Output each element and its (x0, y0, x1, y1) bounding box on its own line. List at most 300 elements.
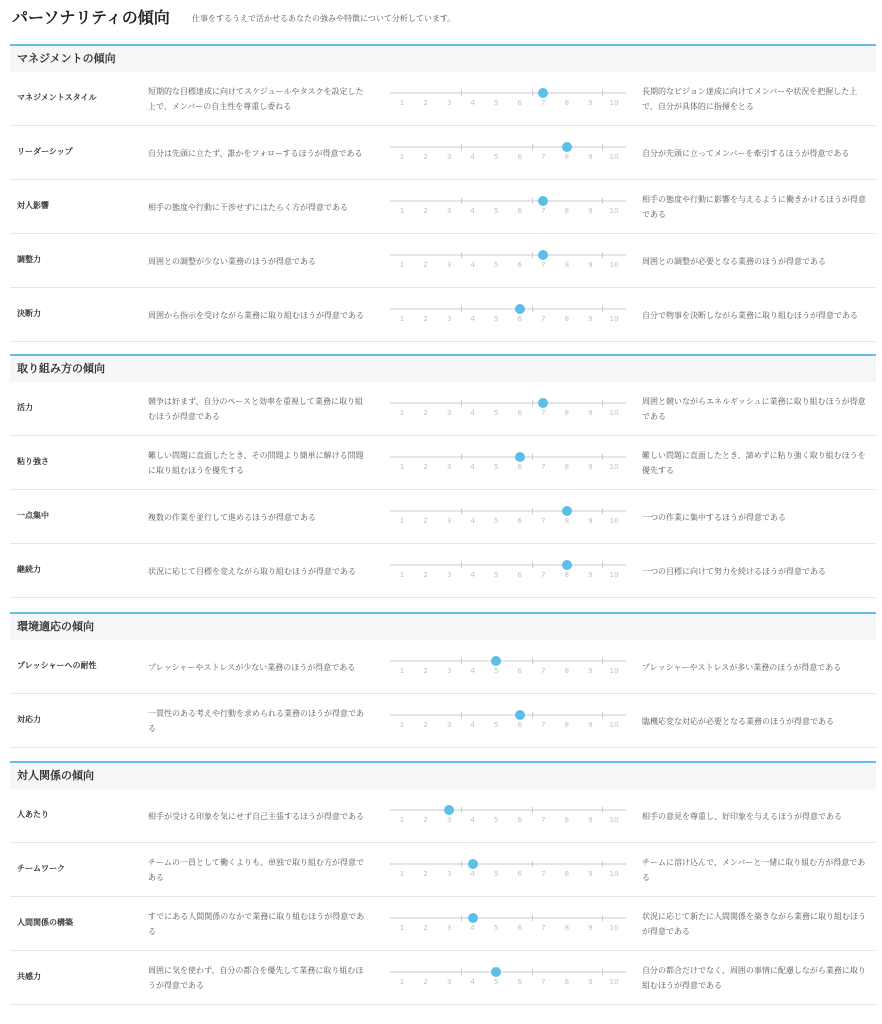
scale-number: 6 (517, 721, 522, 729)
trait-right-description: 自分で物事を決断しながら業務に取り組むほうが得意である (642, 311, 858, 320)
scale-number: 6 (517, 870, 522, 878)
trait-name: 共感力 (17, 972, 41, 981)
scale-divider (532, 90, 533, 96)
scale-number: 8 (564, 517, 570, 525)
trait-score-scale (390, 452, 626, 474)
scale-number: 1 (399, 816, 405, 824)
scale-number: 8 (564, 261, 570, 269)
scale-number: 10 (609, 870, 619, 878)
scale-number: 3 (446, 978, 452, 986)
scale-number: 8 (564, 99, 570, 107)
scale-number: 7 (541, 153, 546, 161)
trait-score-scale (390, 250, 626, 272)
trait-right-description: チームに溶け込んで、メンバーと一緒に取り組む方が得意である (642, 858, 866, 882)
scale-number: 4 (470, 261, 475, 269)
trait-name: 対応力 (17, 715, 41, 724)
scale-number: 5 (493, 978, 499, 986)
scale-divider (602, 807, 603, 813)
scale-divider (532, 658, 533, 664)
score-marker (468, 913, 478, 923)
scale-divider (461, 400, 462, 406)
scale-number: 6 (517, 667, 522, 675)
scale-number: 3 (446, 517, 452, 525)
scale-number: 7 (541, 99, 546, 107)
trait-score-scale (390, 560, 626, 582)
scale-number: 10 (609, 816, 619, 824)
trait-left-description: 状況に応じて目標を変えながら取り組むほうが得意である (148, 567, 356, 576)
scale-number: 5 (493, 667, 499, 675)
scale-number: 7 (541, 261, 546, 269)
scale-number: 7 (541, 571, 546, 579)
scale-number: 10 (609, 667, 619, 675)
trait-name: 人あたり (17, 810, 49, 819)
scale-divider (461, 252, 462, 258)
scale-number: 6 (517, 816, 522, 824)
trait-name: 人間関係の構築 (17, 918, 73, 927)
scale-divider (532, 400, 533, 406)
trait-right-description: プレッシャーやストレスが多い業務のほうが得意である (642, 663, 842, 672)
trait-row (10, 640, 876, 694)
scale-number: 3 (446, 463, 452, 471)
scale-number: 10 (609, 315, 619, 323)
scale-number: 9 (588, 463, 593, 471)
scale-number: 6 (517, 261, 522, 269)
trait-row (10, 234, 876, 288)
trait-score-scale (390, 805, 626, 827)
scale-number: 9 (588, 409, 593, 417)
score-marker (491, 967, 501, 977)
scale-divider (602, 198, 603, 204)
trait-score-scale (390, 967, 626, 989)
scale-line (390, 863, 626, 865)
score-marker (515, 304, 525, 314)
scale-divider (602, 562, 603, 568)
scale-number: 2 (423, 816, 428, 824)
scale-number: 8 (564, 924, 570, 932)
scale-number: 5 (493, 315, 499, 323)
section-title: 環境適応の傾向 (17, 620, 94, 633)
trait-left-description: 周囲に気を使わず、自分の都合を優先して業務に取り組むほうが得意である (148, 966, 364, 990)
scale-number: 3 (446, 409, 452, 417)
scale-divider (461, 861, 462, 867)
page-header (12, 8, 876, 30)
scale-number: 3 (446, 924, 452, 932)
scale-number: 9 (588, 207, 593, 215)
scale-number: 7 (541, 924, 546, 932)
trait-score-scale (390, 913, 626, 935)
scale-number: 2 (423, 315, 428, 323)
scale-number: 4 (470, 207, 475, 215)
scale-number: 1 (399, 409, 405, 417)
trait-row (10, 72, 876, 126)
trait-score-scale (390, 506, 626, 528)
scale-number: 5 (493, 816, 499, 824)
scale-number: 10 (609, 207, 619, 215)
scale-divider (532, 712, 533, 718)
scale-divider (602, 252, 603, 258)
scale-number: 3 (446, 667, 452, 675)
scale-divider (461, 508, 462, 514)
scale-line (390, 564, 626, 566)
scale-number: 1 (399, 261, 405, 269)
scale-divider (461, 807, 462, 813)
trait-right-description: 長期的なビジョン達成に向けてメンバーや状況を把握した上で、自分が具体的に指揮をとる (642, 87, 858, 111)
scale-divider (461, 144, 462, 150)
scale-line (390, 809, 626, 811)
scale-divider (461, 306, 462, 312)
trait-right-description: 周囲と競いながらエネルギッシュに業務に取り組むほうが得意である (642, 397, 866, 421)
scale-number: 3 (446, 153, 452, 161)
trait-row (10, 382, 876, 436)
scale-divider (532, 861, 533, 867)
trait-name: リーダーシップ (17, 147, 73, 156)
trait-left-description: 相手の態度や行動に干渉せずにはたらく方が得意である (148, 203, 348, 212)
trait-left-description: 自分は先頭に立たず、誰かをフォローするほうが得意である (148, 149, 363, 158)
scale-number: 3 (446, 870, 452, 878)
scale-number: 5 (493, 409, 499, 417)
scale-number: 6 (517, 924, 522, 932)
scale-number: 1 (399, 315, 405, 323)
scale-number: 7 (541, 517, 546, 525)
trait-right-description: 状況に応じて新たに人間関係を築きながら業務に取り組むほうが得意である (642, 912, 866, 936)
scale-number: 9 (588, 667, 593, 675)
trait-right-description: 難しい問題に直面したとき、諦めずに粘り強く取り組むほうを優先する (642, 451, 866, 475)
score-marker (444, 805, 454, 815)
scale-number: 8 (564, 571, 570, 579)
scale-number: 8 (564, 153, 570, 161)
trait-left-description: 周囲から指示を受けながら業務に取り組むほうが得意である (148, 311, 364, 320)
scale-number: 2 (423, 924, 428, 932)
trait-right-description: 周囲との調整が必要となる業務のほうが得意である (642, 257, 826, 266)
scale-number: 10 (609, 721, 619, 729)
scale-number: 6 (517, 409, 522, 417)
trait-score-scale (390, 304, 626, 326)
scale-number: 6 (517, 517, 522, 525)
trait-row (10, 436, 876, 490)
scale-number: 5 (493, 261, 499, 269)
scale-number: 5 (493, 153, 499, 161)
scale-number: 1 (399, 667, 405, 675)
trait-score-scale (390, 142, 626, 164)
scale-number: 2 (423, 721, 428, 729)
scale-number: 4 (470, 571, 475, 579)
scale-number: 3 (446, 571, 452, 579)
score-marker (538, 196, 548, 206)
scale-number: 4 (470, 517, 475, 525)
trait-score-scale (390, 196, 626, 218)
scale-number: 1 (399, 721, 405, 729)
trait-name: マネジメントスタイル (17, 93, 97, 102)
scale-number: 5 (493, 870, 499, 878)
scale-number: 3 (446, 261, 452, 269)
scale-number: 2 (423, 978, 428, 986)
scale-number: 8 (564, 409, 570, 417)
scale-number: 9 (588, 721, 593, 729)
scale-line (390, 200, 626, 202)
trait-score-scale (390, 398, 626, 420)
scale-number: 10 (609, 978, 619, 986)
scale-number: 10 (609, 463, 619, 471)
scale-number: 3 (446, 207, 452, 215)
scale-number: 9 (588, 978, 593, 986)
scale-number: 2 (423, 207, 428, 215)
scale-divider (602, 90, 603, 96)
page-subtitle: 仕事をするうえで活かせるあなたの強みや特徴について分析しています。 (192, 14, 456, 23)
scale-divider (602, 969, 603, 975)
scale-number: 1 (399, 463, 405, 471)
section-header (10, 354, 876, 382)
scale-number: 5 (493, 571, 499, 579)
scale-divider (602, 712, 603, 718)
scale-number: 3 (446, 99, 452, 107)
trait-name: プレッシャーへの耐性 (17, 661, 97, 670)
scale-number: 5 (493, 207, 499, 215)
scale-divider (602, 915, 603, 921)
scale-number: 8 (564, 463, 570, 471)
scale-number: 2 (423, 517, 428, 525)
scale-line (390, 402, 626, 404)
scale-line (390, 917, 626, 919)
trait-left-description: 一貫性のある考えや行動を求められる業務のほうが得意である (148, 709, 364, 733)
scale-number: 4 (470, 315, 475, 323)
scale-divider (532, 915, 533, 921)
trait-score-scale (390, 88, 626, 110)
trait-row (10, 288, 876, 342)
trait-left-description: チームの一員として働くよりも、単独で取り組む方が得意である (148, 858, 364, 882)
scale-divider (461, 712, 462, 718)
scale-number: 4 (470, 463, 475, 471)
scale-number: 7 (541, 978, 546, 986)
scale-number: 1 (399, 153, 405, 161)
score-marker (491, 656, 501, 666)
score-marker (562, 142, 572, 152)
scale-number: 9 (588, 924, 593, 932)
trait-row (10, 694, 876, 748)
scale-divider (602, 144, 603, 150)
scale-number: 1 (399, 924, 405, 932)
section-header (10, 44, 876, 72)
trait-left-description: 競争は好まず、自分のペースと効率を重視して業務に取り組むほうが得意である (148, 397, 363, 421)
scale-number: 5 (493, 463, 499, 471)
scale-number: 2 (423, 667, 428, 675)
scale-number: 2 (423, 870, 428, 878)
trait-row (10, 897, 876, 951)
trait-right-description: 臨機応変な対応が必要となる業務のほうが得意である (642, 717, 834, 726)
trait-score-scale (390, 859, 626, 881)
score-marker (515, 452, 525, 462)
scale-line (390, 308, 626, 310)
scale-divider (532, 508, 533, 514)
scale-number: 10 (609, 153, 619, 161)
scale-number: 6 (517, 315, 522, 323)
scale-number: 4 (470, 978, 475, 986)
trait-left-description: すでにある人間関係のなかで業務に取り組むほうが得意である (148, 912, 365, 936)
scale-line (390, 146, 626, 148)
trait-row (10, 951, 876, 1005)
score-marker (562, 560, 572, 570)
scale-divider (532, 454, 533, 460)
trait-right-description: 自分が先頭に立ってメンバーを牽引するほうが得意である (642, 149, 850, 158)
scale-number: 6 (517, 463, 522, 471)
scale-divider (532, 969, 533, 975)
trait-row (10, 544, 876, 598)
scale-line (390, 510, 626, 512)
scale-number: 9 (588, 816, 593, 824)
scale-number: 9 (588, 153, 593, 161)
trait-name: 活力 (17, 403, 33, 412)
scale-number: 4 (470, 924, 475, 932)
trait-row (10, 490, 876, 544)
scale-divider (532, 807, 533, 813)
scale-divider (461, 562, 462, 568)
section-header (10, 612, 876, 640)
scale-number: 4 (470, 667, 475, 675)
scale-number: 10 (609, 261, 619, 269)
scale-line (390, 254, 626, 256)
scale-number: 3 (446, 315, 452, 323)
scale-number: 5 (493, 721, 499, 729)
scale-number: 6 (517, 571, 522, 579)
trait-row (10, 126, 876, 180)
scale-number: 9 (588, 517, 593, 525)
trait-left-description: 難しい問題に直面したとき、その問題より簡単に解ける問題に取り組むほうを優先する (148, 451, 364, 475)
scale-number: 6 (517, 153, 522, 161)
scale-line (390, 714, 626, 716)
scale-number: 8 (564, 667, 570, 675)
scale-line (390, 660, 626, 662)
scale-line (390, 92, 626, 94)
scale-number: 4 (470, 816, 475, 824)
scale-number: 9 (588, 870, 593, 878)
trait-name: 調整力 (17, 255, 41, 264)
scale-number: 6 (517, 207, 522, 215)
scale-divider (461, 454, 462, 460)
trait-name: 一点集中 (17, 511, 49, 520)
scale-number: 10 (609, 571, 619, 579)
score-marker (515, 710, 525, 720)
trait-score-scale (390, 656, 626, 678)
scale-line (390, 971, 626, 973)
scale-number: 2 (423, 571, 428, 579)
scale-divider (602, 400, 603, 406)
scale-number: 1 (399, 99, 405, 107)
scale-divider (532, 144, 533, 150)
trait-name: 対人影響 (17, 201, 49, 210)
scale-number: 7 (541, 207, 546, 215)
scale-number: 7 (541, 816, 546, 824)
score-marker (468, 859, 478, 869)
scale-number: 8 (564, 207, 570, 215)
scale-number: 6 (517, 978, 522, 986)
scale-number: 7 (541, 463, 546, 471)
trait-score-scale (390, 710, 626, 732)
section-header (10, 761, 876, 789)
scale-number: 2 (423, 153, 428, 161)
trait-row (10, 180, 876, 234)
score-marker (538, 398, 548, 408)
trait-left-description: 相手が受ける印象を気にせず自己主張するほうが得意である (148, 812, 364, 821)
scale-number: 1 (399, 517, 405, 525)
trait-right-description: 一つの目標に向けて努力を続けるほうが得意である (642, 567, 826, 576)
scale-number: 7 (541, 870, 546, 878)
trait-left-description: プレッシャーやストレスが少ない業務のほうが得意である (148, 663, 356, 672)
trait-right-description: 一つの作業に集中するほうが得意である (642, 513, 786, 522)
scale-number: 5 (493, 99, 499, 107)
score-marker (538, 250, 548, 260)
trait-name: 継続力 (17, 565, 41, 574)
scale-number: 8 (564, 721, 570, 729)
scale-number: 9 (588, 261, 593, 269)
trait-row (10, 843, 876, 897)
scale-number: 8 (564, 816, 570, 824)
trait-left-description: 複数の作業を並行して進めるほうが得意である (148, 513, 316, 522)
scale-number: 8 (564, 870, 570, 878)
scale-number: 9 (588, 99, 593, 107)
scale-number: 5 (493, 517, 499, 525)
scale-divider (602, 454, 603, 460)
scale-divider (461, 915, 462, 921)
scale-number: 2 (423, 463, 428, 471)
scale-divider (602, 861, 603, 867)
score-marker (538, 88, 548, 98)
scale-number: 5 (493, 924, 499, 932)
scale-number: 3 (446, 721, 452, 729)
scale-number: 4 (470, 153, 475, 161)
scale-number: 2 (423, 261, 428, 269)
scale-number: 3 (446, 816, 452, 824)
scale-number: 4 (470, 409, 475, 417)
trait-left-description: 短期的な目標達成に向けてスケジュールやタスクを設定した上で、メンバーの自主性を尊重し委ねる (148, 87, 364, 111)
trait-right-description: 相手の態度や行動に影響を与えるように働きかけるほうが得意である (642, 195, 866, 219)
scale-number: 1 (399, 870, 405, 878)
scale-number: 8 (564, 315, 570, 323)
trait-name: チームワーク (17, 864, 65, 873)
scale-number: 1 (399, 978, 405, 986)
scale-number: 7 (541, 721, 546, 729)
scale-divider (461, 90, 462, 96)
score-marker (562, 506, 572, 516)
trait-right-description: 相手の意見を尊重し、好印象を与えるほうが得意である (642, 812, 842, 821)
scale-number: 7 (541, 409, 546, 417)
scale-number: 10 (609, 409, 619, 417)
trait-name: 粘り強さ (17, 457, 49, 466)
scale-number: 8 (564, 978, 570, 986)
scale-number: 10 (609, 517, 619, 525)
trait-right-description: 自分の都合だけでなく、周囲の事情に配慮しながら業務に取り組むほうが得意である (642, 966, 866, 990)
scale-number: 7 (541, 315, 546, 323)
scale-line (390, 456, 626, 458)
scale-number: 9 (588, 315, 593, 323)
section-title: マネジメントの傾向 (17, 52, 116, 65)
scale-number: 2 (423, 409, 428, 417)
scale-number: 4 (470, 870, 475, 878)
trait-name: 決断力 (17, 309, 41, 318)
scale-number: 1 (399, 571, 405, 579)
scale-divider (532, 198, 533, 204)
scale-number: 10 (609, 924, 619, 932)
section-title: 取り組み方の傾向 (17, 362, 105, 375)
section-title: 対人関係の傾向 (17, 769, 94, 782)
page-title: パーソナリティの傾向 (12, 8, 170, 27)
scale-divider (602, 508, 603, 514)
scale-number: 1 (399, 207, 405, 215)
scale-number: 10 (609, 99, 619, 107)
scale-divider (532, 562, 533, 568)
scale-divider (532, 306, 533, 312)
scale-number: 7 (541, 667, 546, 675)
scale-divider (461, 198, 462, 204)
trait-left-description: 周囲との調整が少ない業務のほうが得意である (148, 257, 316, 266)
